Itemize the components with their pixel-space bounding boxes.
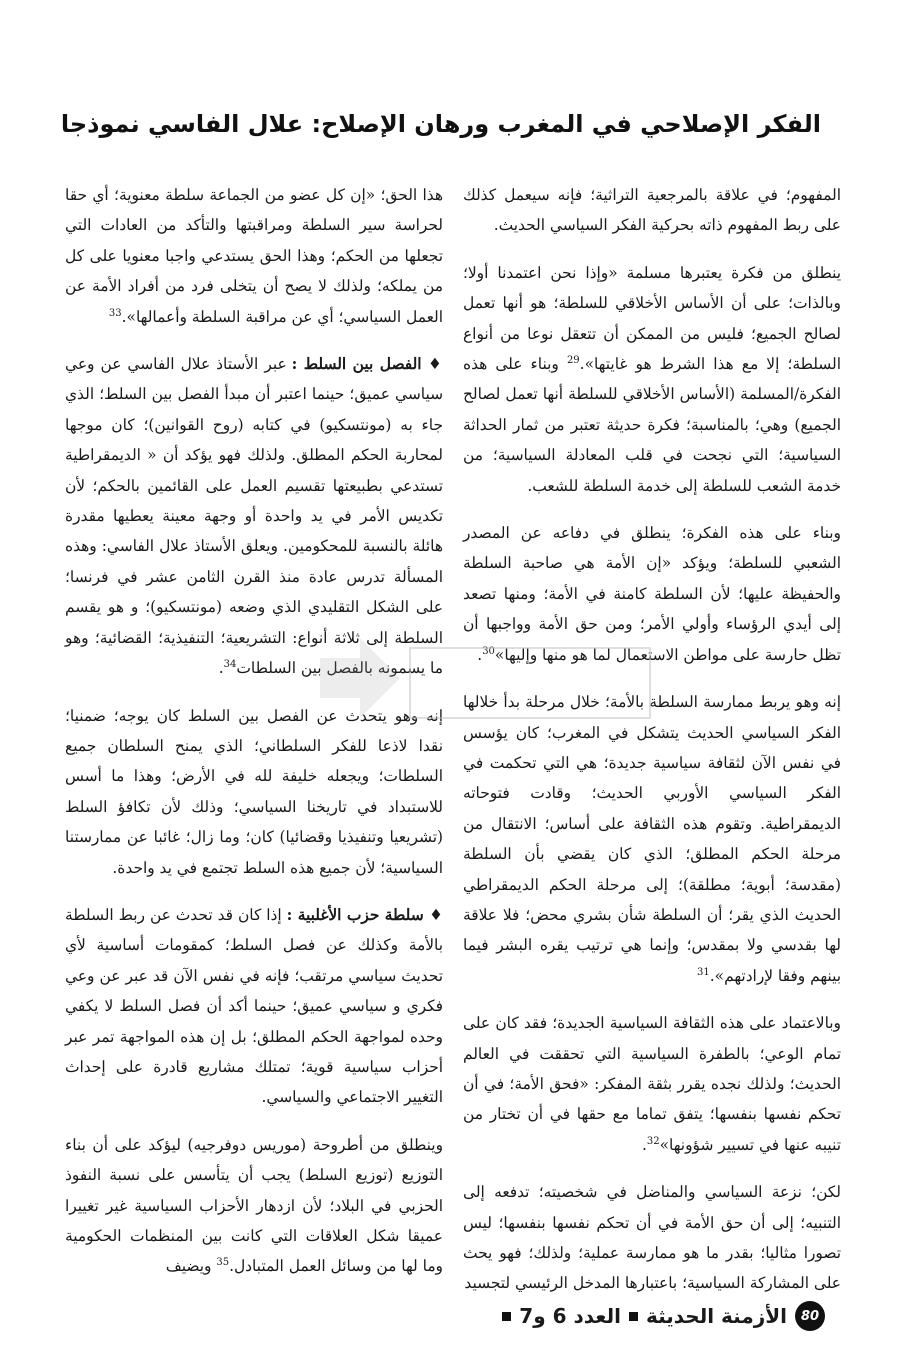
paragraph	[463, 518, 841, 670]
issue-label: العدد 6 و7	[519, 1304, 621, 1328]
paragraph-text: .	[218, 659, 224, 678]
footnote-marker: 35	[216, 1257, 230, 1269]
paragraph-text: إذا كان قد تحدث عن ربط السلطة بالأمة وكذلك عن فصل السلط؛ كمقومات أساسية لأي تحديث سياسي مرتقب؛ فإنه في نفس الآن قد عبر عن وعي فكري و سياسي عميق؛ حينما أكد أن فصل السلط لا يكفي وحده لمواجهة الحكم المطلق؛ بل إن هذه المواجهة تمر عبر أحزاب سياسية قوية؛ تمتلك مشاريع قادرة على إحداث التغيير الاجتماعي والسياسي.	[65, 905, 443, 1107]
paragraph	[463, 1008, 841, 1160]
paragraph	[463, 180, 841, 241]
paragraph-text: المفهوم؛ في علاقة بالمرجعية التراثية؛ فإنه سيعمل كذلك على ربط المفهوم ذاته بحركية الفكر السياسي الحديث.	[463, 186, 841, 235]
paragraph	[65, 349, 443, 683]
footnote-marker: 31	[697, 966, 710, 978]
paragraph-text: وينطلق من أطروحة (موريس دوفرجيه) ليؤكد على أن بناء التوزيع (توزيع السلط) يجب أن يتأسس على نسبة النفوذ الحزبي في البلاد؛ لأن ازدهار الأحزاب السياسية غير تغييرا عميقا شكل العلاقات التي كانت بين المنظمات الحكومية وما لها من وسائل العمل المتبادل.	[65, 1135, 443, 1276]
paragraph-text: .	[641, 1135, 647, 1154]
footnote-marker: 32	[646, 1135, 660, 1147]
footnote-marker: 34	[223, 658, 237, 670]
paragraph-text: لكن؛ نزعة السياسي والمناضل في شخصيته؛ تدفعه إلى التنبيه؛ إلى أن حق الأمة في أن تحكم نفسها بنفسها؛ ليس تصورا مثاليا؛ بقدر ما هو ممارسة عملية؛ ولذلك؛ فهو يحث على المشاركة السياسية؛ باعتبارها المدخل الرئيسي لتجسيد	[463, 1183, 841, 1293]
square-bullet-icon	[502, 1312, 511, 1321]
paragraph-text: ويضيف	[165, 1257, 217, 1276]
page-footer	[502, 1298, 825, 1334]
paragraph-text: وبناء على هذه الفكرة؛ ينطلق في دفاعه عن المصدر الشعبي للسلطة؛ ويؤكد «إن الأمة هي صاحبة السلطة والحفيظة عليها؛ لأن السلطة كامنة في الأمة؛ ومنها تصعد إلى أيدي الرؤساء وأولي الأمر؛ ومن حق الأمة وواجبها أن تظل حارسة على مواطن الاستعمال لما هو منها وإليها»	[463, 524, 841, 664]
paragraph	[463, 1177, 841, 1299]
paragraph-text: هذا الحق؛ «إن كل عضو من الجماعة سلطة معنوية؛ أي حقا لحراسة سير السلطة ومراقبتها والتأكد من العادات التي تجعلها من الحكم؛ وهذا الحق يستدعي واجبا معنويا على كل من يملكه؛ ولذلك لا يصح أن يتخلى فرد من أفراد الأمة عن العمل السياسي؛ أي عن مراقبة السلطة وأعمالها».	[65, 186, 443, 326]
paragraph-text: وبناء على هذه الفكرة/المسلمة (الأساس الأخلاقي للسلطة أنها تعمل لصالح الجميع) وهي؛ بالمناسبة؛ فكرة حديثة تعتبر من ثمار الحداثة السياسية؛ التي نجحت في قلب المعادلة السياسية؛ من خدمة الشعب للسلطة إلى خدمة السلطة للشعب.	[463, 355, 841, 495]
paragraph	[65, 900, 443, 1113]
paragraph-text: ينطلق من فكرة يعتبرها مسلمة «وإذا نحن اعتمدنا أولا؛ وبالذات؛ على أن الأساس الأخلاقي للسلطة؛ هو أنها تعمل لصالح الجميع؛ فليس من الممكن أن تتعقل نوعا من أنواع السلطة؛ إلا مع هذا الشرط هو غايتها».	[463, 263, 841, 374]
footnote-marker: 33	[108, 307, 122, 319]
footnote-marker: 30	[482, 645, 495, 657]
paragraph	[65, 1130, 443, 1282]
page-title: الفكر الإصلاحي في المغرب ورهان الإصلاح: علال الفاسي نموذجا	[60, 110, 821, 138]
paragraph	[463, 258, 841, 501]
paragraph-text: إنه وهو يتحدث عن الفصل بين السلط كان يوجه؛ ضمنيا؛ نقدا لاذعا للفكر السلطاني؛ الذي يمنح السلطان جميع السلطات؛ ويجعله خليفة لله في الأرض؛ وهذا ما أسس للاستبداد في تاريخنا السياسي؛ وذلك لأن تكافؤ السلط (تشريعيا وتنفيذيا وقضائيا) كان؛ وما زال؛ غائبا عن ممارستنا السياسية؛ لأن جميع هذه السلط تجتمع في يد واحدة.	[65, 706, 443, 877]
paragraph	[463, 687, 841, 991]
paragraph-text: وبالاعتماد على هذه الثقافة السياسية الجديدة؛ فقد كان على تمام الوعي؛ بالطفرة السياسية التي تحققت في العالم الحديث؛ ولذلك نجده يقرر بثقة المفكر: «فحق الأمة؛ في أن تحكم نفسها بنفسها؛ يتفق تماما مع حقها في أن تختار من تنيبه عنها في تسيير شؤونها»	[463, 1014, 841, 1154]
paragraph-text: .	[477, 645, 483, 664]
right-column	[463, 180, 841, 1293]
square-bullet-icon	[629, 1312, 638, 1321]
footnote-marker: 29	[566, 354, 580, 366]
paragraph	[65, 701, 443, 883]
section-heading: ♦ سلطة حزب الأغلبية :	[286, 905, 443, 924]
paragraph-text: عبر الأستاذ علال الفاسي عن وعي سياسي عميق؛ حينما اعتبر أن مبدأ الفصل بين السلط؛ الذي جاء به (مونتسكيو) في كتابه (روح القوانين)؛ كان موجها لمحاربة الحكم المطلق. ولذلك فهو يؤكد أن « الديمقراطية تستدعي بطبيعتها تقسيم العمل على القائمين بالحكم؛ لأن تكديس الأمر في يد واحدة أو وجهة معينة يعطيها مقدرة هائلة بالنسبة للمحكومين. ويعلق الأستاذ علال الفاسي: وهذه المسألة تدرس عادة منذ القرن الثامن عشر في فرنسا؛ على الشكل التقليدي الذي وضعه (مونتسكيو)؛ و هو يقسم السلطة إلى ثلاثة أنواع: التشريعية؛ التنفيذية؛ القضائية؛ وهو ما يسمونه بالفصل بين السلطات	[65, 355, 443, 678]
magazine-name: الأزمنة الحديثة	[645, 1304, 787, 1328]
paragraph	[65, 180, 443, 332]
section-heading: ♦ الفصل بين السلط :	[291, 355, 443, 374]
paragraph-text: إنه وهو يربط ممارسة السلطة بالأمة؛ خلال مرحلة بدأ خلالها الفكر السياسي الحديث يتشكل في المغرب؛ كان يؤسس في نفس الآن لثقافة سياسية جديدة؛ هي التي تحكمت في الفكر السياسي الأوربي الحديث؛ وقادت فتوحاته الديمقراطية. وتقوم هذه الثقافة على أساس؛ الانتقال من مرحلة الحكم المطلق؛ الذي كان يقضي بأن السلطة (مقدسة؛ أبوية؛ مطلقة)؛ إلى مرحلة الحكم الديمقراطي الحديث الذي يقر؛ أن السلطة شأن بشري محض؛ فلا علاقة لها بقدسي ولا بمقدس؛ وإنما هي ترتيب يقره البشر فيما بينهم وفقا لإرادتهم».	[463, 693, 841, 985]
left-column	[65, 180, 443, 1276]
page-number: 80	[795, 1301, 825, 1331]
